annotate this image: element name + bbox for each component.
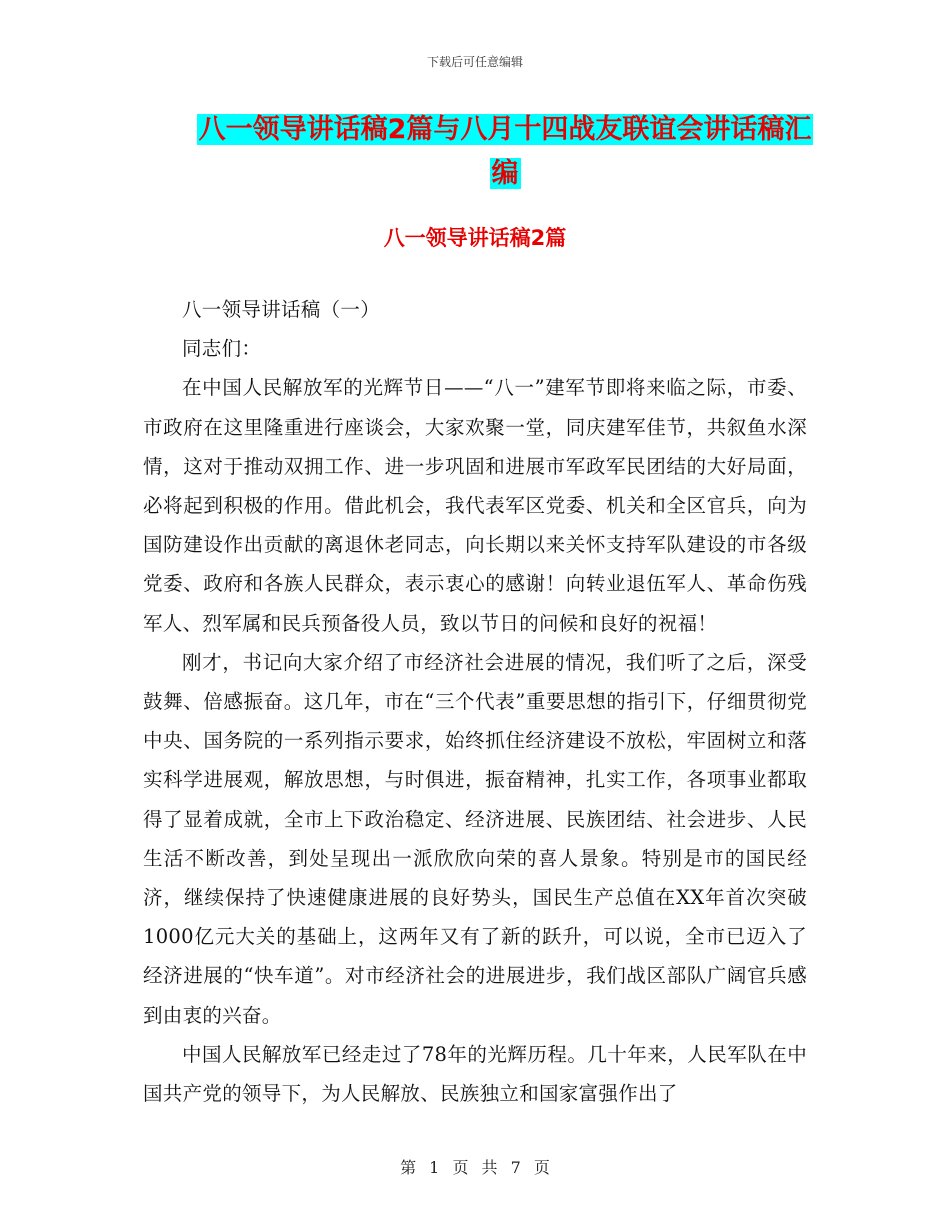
section-title: 八一领导讲话稿2篇 bbox=[383, 226, 567, 250]
paragraph-salutation: 同志们： bbox=[182, 337, 262, 361]
page-footer: 第 1 页 共 7 页 bbox=[400, 1158, 550, 1177]
header-note: 下载后可任意编辑 bbox=[426, 55, 523, 69]
document-title bbox=[190, 108, 820, 196]
paragraph-subtitle: 八一领导讲话稿（一） bbox=[182, 298, 381, 321]
document-body bbox=[143, 290, 807, 1113]
paragraph-2: 刚才，书记向大家介绍了市经济社会进展的情况，我们听了之后，深受鼓舞、倍感振奋。这几年，市在“三个代表”重要思想的指引下，仔细贯彻党中央、国务院的一系列指示要求，始终抓住经济建设不放松，牢固树立和落实科学进展观，解放思想，与时俱进，振奋精神，扎实工作，各项事业都取得了显着成就，全市上下政治稳定、经济进展、民族团结、社会进步、人民生活不断改善，到处呈现出一派欣欣向荣的喜人景象。特别是市的国民经济，继续保持了快速健康进展的良好势头，国民生产总值在XX年首次突破1000亿元大关的基础上，这两年又有了新的跃升，可以说，全市已迈入了经济进展的“快车道”。对市经济社会的进展进步，我们战区部队广阔官兵感到由衷的兴奋。 bbox=[143, 650, 807, 1027]
document-title-text: 八一领导讲话稿2篇与八月十四战友联谊会讲话稿汇编 bbox=[198, 114, 812, 189]
paragraph-3: 中国人民解放军已经走过了78年的光辉历程。几十年来，人民军队在中国共产党的领导下，为人民解放、民族独立和国家富强作出了 bbox=[143, 1042, 807, 1106]
paragraph-1: 在中国人民解放军的光辉节日——“八一”建军节即将来临之际，市委、市政府在这里隆重进行座谈会，大家欢聚一堂，同庆建军佳节，共叙鱼水深情，这对于推动双拥工作、进一步巩固和进展市军政军民团结的大好局面，必将起到积极的作用。借此机会，我代表军区党委、机关和全区官兵，向为国防建设作出贡献的离退休老同志，向长期以来关怀支持军队建设的市各级党委、政府和各族人民群众，表示衷心的感谢！向转业退伍军人、革命伤残军人、烈军属和民兵预备役人员，致以节日的问候和良好的祝福！ bbox=[143, 376, 807, 635]
